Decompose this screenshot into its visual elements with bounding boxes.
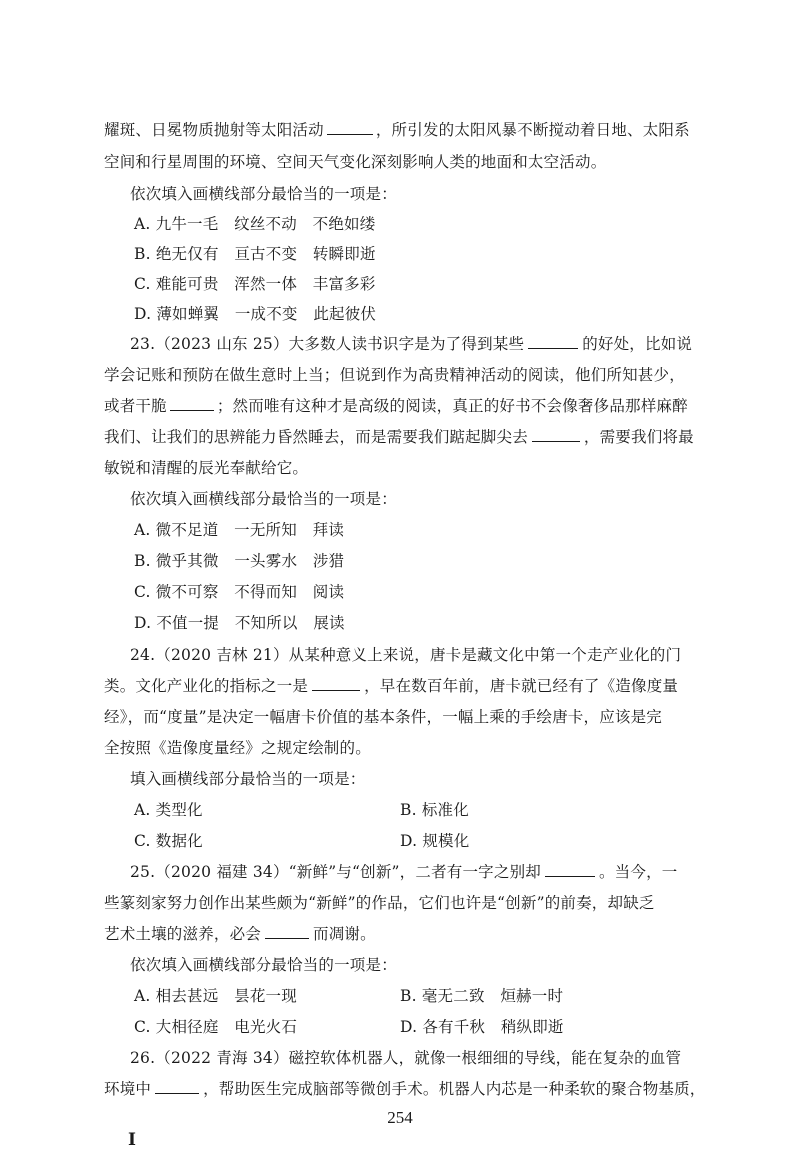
answer-blank — [170, 396, 214, 411]
option-d: D. 规模化 — [400, 832, 470, 850]
text-line — [104, 924, 376, 944]
text-span: ，需要我们将最 — [583, 428, 694, 446]
option-c: C. 数据化 — [134, 832, 203, 850]
text-span: ，所引发的太阳风暴不断搅动着日地、太阳系 — [375, 121, 690, 139]
option-b: B. 绝无仅有 亘古不变 转瞬即逝 — [134, 245, 376, 263]
text-line — [104, 396, 688, 416]
text-line: 全按照《造像度量经》之规定绘制的。 — [104, 739, 371, 757]
answer-blank — [532, 427, 580, 442]
option-d: D. 不值一提 不知所以 展读 — [134, 614, 345, 632]
text-line — [104, 1079, 706, 1099]
text-line — [104, 120, 690, 140]
text-line: 24.（2020 吉林 21）从某种意义上来说，唐卡是藏文化中第一个走产业化的门 — [130, 646, 682, 664]
question-prompt: 填入画横线部分最恰当的一项是： — [130, 770, 366, 788]
text-span: ，帮助医生完成脑部等微创手术。机器人内芯是一种柔软的聚合物基质， — [203, 1080, 706, 1098]
text-line: 学会记账和预防在做生意时上当；但说到作为高贵精神活动的阅读，他们所知甚少， — [104, 366, 685, 384]
text-line: 26.（2022 青海 34）磁控软体机器人，就像一根细细的导线，能在复杂的血管 — [130, 1049, 682, 1067]
option-a: A. 微不足道 一无所知 拜读 — [134, 521, 345, 539]
answer-blank — [155, 1079, 199, 1094]
option-d: D. 薄如蝉翼 一成不变 此起彼伏 — [134, 305, 377, 323]
answer-blank — [265, 924, 309, 939]
question-prompt: 依次填入画横线部分最恰当的一项是： — [130, 490, 397, 508]
text-span: 23.（2023 山东 25）大多数人读书识字是为了得到某些 — [130, 335, 525, 353]
option-b: B. 标准化 — [400, 801, 469, 819]
option-c: C. 难能可贵 浑然一体 丰富多彩 — [134, 275, 376, 293]
option-c: C. 微不可察 不得而知 阅读 — [134, 583, 345, 601]
option-b: B. 微乎其微 一头雾水 涉猎 — [134, 552, 345, 570]
text-line — [130, 862, 678, 882]
answer-blank — [528, 334, 578, 349]
text-span: 而凋谢。 — [313, 925, 376, 943]
text-span: 类。文化产业化的指标之一是 — [104, 677, 309, 695]
text-span: 我们、让我们的思辨能力昏然睡去，而是需要我们踮起脚尖去 — [104, 428, 528, 446]
answer-blank — [545, 862, 595, 877]
text-span: 或者干脆 — [104, 397, 167, 415]
text-span: 耀斑、日冕物质抛射等太阳活动 — [104, 121, 324, 139]
text-span: 25.（2020 福建 34）“新鲜”与“创新”，二者有一字之别却 — [130, 863, 541, 881]
answer-blank — [327, 120, 373, 135]
text-line: 敏锐和清醒的辰光奉献给它。 — [104, 459, 309, 477]
option-a: A. 类型化 — [134, 801, 203, 819]
text-line: 些篆刻家努力创作出某些颇为“新鲜”的作品，它们也许是“创新”的前奏，却缺乏 — [104, 894, 655, 912]
text-line — [130, 334, 692, 354]
question-prompt: 依次填入画横线部分最恰当的一项是： — [130, 956, 397, 974]
question-prompt: 依次填入画横线部分最恰当的一项是： — [130, 185, 397, 203]
answer-blank — [312, 676, 360, 691]
text-span: ；然而唯有这种才是高级的阅读，真正的好书不会像奢侈品那样麻醉 — [216, 397, 688, 415]
text-line — [104, 676, 678, 696]
corner-mark: I — [128, 1130, 136, 1150]
text-span: 。当今，一 — [598, 863, 678, 881]
option-c: C. 大相径庭 电光火石 — [134, 1018, 298, 1036]
option-d: D. 各有千秋 稍纵即逝 — [400, 1018, 564, 1036]
option-a: A. 九牛一毛 纹丝不动 不绝如缕 — [134, 215, 376, 233]
text-span: 环境中 — [104, 1080, 152, 1098]
option-a: A. 相去甚远 昙花一现 — [134, 987, 297, 1005]
text-span: ，早在数百年前，唐卡就已经有了《造像度量 — [364, 677, 679, 695]
text-span: 艺术土壤的滋养，必会 — [104, 925, 262, 943]
text-line: 经》，而“度量”是决定一幅唐卡价值的基本条件，一幅上乘的手绘唐卡，应该是完 — [104, 708, 663, 726]
page-number: 254 — [387, 1108, 413, 1127]
text-line — [104, 427, 694, 447]
option-b: B. 毫无二致 烜赫一时 — [400, 987, 564, 1005]
text-span: 的好处，比如说 — [582, 335, 693, 353]
text-line: 空间和行星周围的环境、空间天气变化深刻影响人类的地面和太空活动。 — [104, 153, 607, 171]
